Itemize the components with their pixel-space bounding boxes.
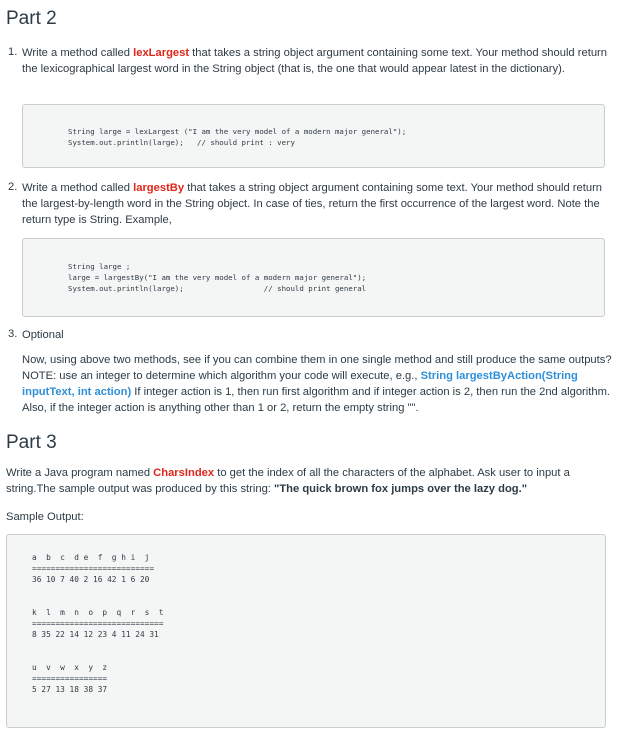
output-line: k l m n o p q r s t bbox=[32, 608, 164, 617]
q2-method-name: largestBy bbox=[133, 182, 185, 194]
q3-number: 3. bbox=[8, 328, 18, 340]
q1-code-line-1: String large = lexLargest ("I am the very model of a modern major general"); bbox=[68, 127, 407, 136]
sample-output-box bbox=[6, 534, 606, 728]
output-line: 36 10 7 40 2 16 42 1 6 20 bbox=[32, 575, 150, 584]
q1-method-name: lexLargest bbox=[133, 47, 190, 59]
output-line: ============================ bbox=[32, 619, 164, 628]
q1-code-line-2: System.out.println(large); // should print : very bbox=[68, 138, 295, 147]
q1-code-box bbox=[22, 104, 605, 168]
output-line: 5 27 13 18 38 37 bbox=[32, 685, 108, 694]
output-line: u v w x y z bbox=[32, 663, 108, 672]
q3-method-signature: String largestByAction(String inputText, int action) bbox=[22, 370, 578, 398]
q2-code-line-3: System.out.println(large); // should print general bbox=[68, 284, 367, 293]
q1-number: 1. bbox=[8, 46, 18, 58]
part3-text: Write a Java program named CharsIndex to get the index of all the characters of the alphabet. Ask user to input a string.The sample output was produced by this string: "The quick brown fox jumps over the lazy dog." bbox=[6, 467, 570, 495]
part3-program-name: CharsIndex bbox=[153, 467, 215, 479]
q2-text: Write a method called largestBy that takes a string object argument containing some text. Your method should return the largest-by-length word in the String object. In case of ties, return the first occurrence of the largest word. Note the return type is String. Example, bbox=[22, 182, 603, 226]
q2-code-line-2: large = largestBy("I am the very model of a modern major general"); bbox=[68, 273, 367, 282]
part2-heading: Part 2 bbox=[6, 8, 57, 29]
output-line: 8 35 22 14 12 23 4 11 24 31 bbox=[32, 630, 159, 639]
q2-code-line-1: String large ; bbox=[68, 262, 131, 271]
output-line: ================ bbox=[32, 674, 108, 683]
q1-text: Write a method called lexLargest that takes a string object argument containing some text. Your method should return the lexicographical largest word in the String object (that is, the one that would appear latest in the dictionary). bbox=[22, 47, 607, 75]
part3-heading: Part 3 bbox=[6, 432, 57, 453]
q3-title: Optional bbox=[22, 329, 64, 341]
q2-code-box bbox=[22, 238, 605, 317]
sample-output-label: Sample Output: bbox=[6, 511, 84, 523]
part3-sample-string: "The quick brown fox jumps over the lazy dog." bbox=[274, 483, 528, 495]
output-line: ========================== bbox=[32, 564, 155, 573]
output-line: a b c d e f g h i j bbox=[32, 553, 150, 562]
q2-number: 2. bbox=[8, 181, 18, 193]
q3-text: Now, using above two methods, see if you can combine them in one single method and still produce the same outputs? NOTE: use an integer to determine which algorithm your code will execute, e.g., String largestByAction(String inputText, int action) If integer action is 1, then run first algorithm and if integer action is 2, then run the 2nd algorithm. Also, if the integer action is anything other than 1 or 2, return the empty string "". bbox=[22, 354, 612, 414]
